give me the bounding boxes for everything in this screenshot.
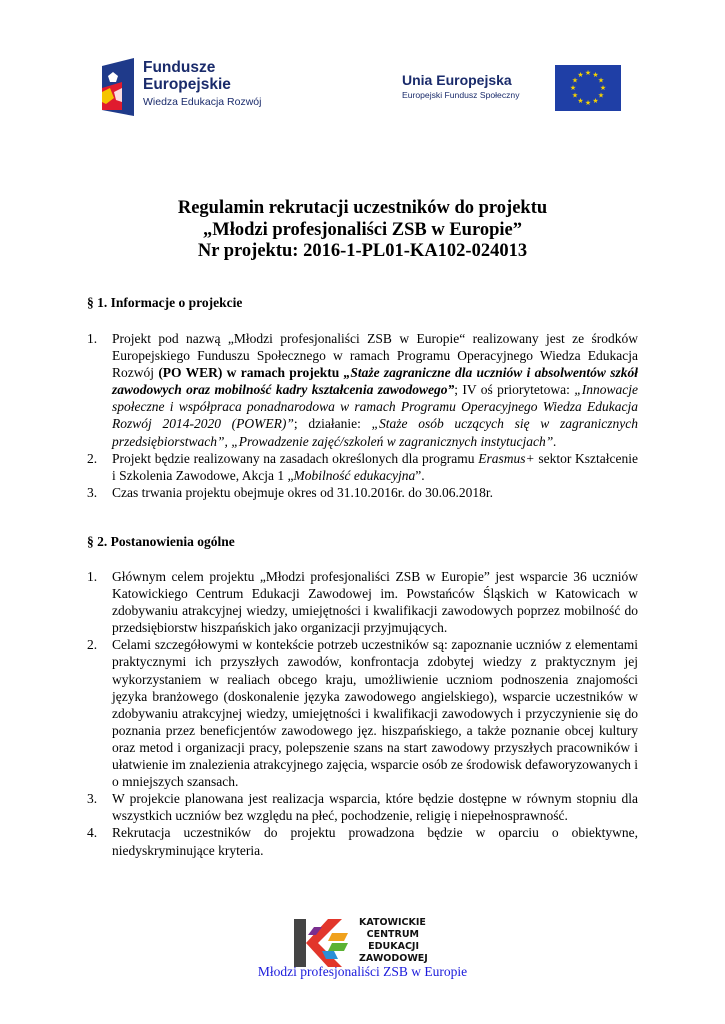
- title-line-2: „Młodzi profesjonaliści ZSB w Europie”: [203, 219, 522, 240]
- page-header: [0, 0, 725, 130]
- svg-text:★: ★: [597, 91, 605, 100]
- item-text: [112, 451, 638, 483]
- ue-logo-text: [402, 72, 520, 102]
- fe-title-line2: Europejskie: [143, 76, 231, 93]
- section-1-list: [87, 330, 638, 501]
- kcez-line: ZAWODOWEJ: [359, 953, 428, 964]
- item-text-italic: „Staże osób uczących się w zagranicznych przedsiębiorstwach”, „Prowadzenie zajęć/szkoleń w zagranicznych instytucjach”.: [112, 416, 638, 449]
- item-text-part: Projekt będzie realizowany na zasadach określonych dla programu: [112, 450, 479, 466]
- fe-logo-text: [143, 59, 261, 109]
- kcez-line: CENTRUM: [366, 929, 419, 940]
- unia-europejska-logo: [402, 65, 627, 113]
- title-line-3: Nr projektu: 2016-1-PL01-KA102-024013: [197, 241, 528, 261]
- item-number: 3.: [87, 484, 98, 500]
- item-number: 1.: [87, 569, 98, 584]
- kcez-line: EDUKACJI: [368, 941, 419, 952]
- kcez-logo: [292, 915, 442, 971]
- section-2-heading: § 2. Postanowienia ogólne: [87, 534, 235, 549]
- item-text: Głównym celem projektu „Młodzi profesjonaliści ZSB w Europie” jest wsparcie 36 uczniów Katowickiego Centrum Edukacji Zawodowej im. Powstańców Śląskich w Katowicach w zdobywaniu atrakcyjnej wiedzy, umiejętności i kwalifikacji zawodowych poprzez mobilność do przedsiębiorstw hiszpańskich jako organizacji przyjmujących.: [112, 569, 638, 636]
- svg-text:★: ★: [577, 71, 584, 79]
- svg-text:★: ★: [597, 76, 605, 85]
- item-number: 2.: [87, 450, 98, 466]
- item-text-part: ; IV oś priorytetowa:: [454, 382, 575, 398]
- item-text-part: ; działanie:: [293, 416, 372, 432]
- item-text-italic: Erasmus+: [478, 450, 535, 466]
- eu-flag-icon: [555, 65, 621, 111]
- ue-title: Unia Europejska: [402, 72, 512, 88]
- item-text-bold-italic: „Staże zagraniczne dla uczniów i absolwentów szkół zawodowych oraz mobilność kadry kształcenia zawodowego”: [112, 365, 638, 398]
- svg-text:★: ★: [592, 97, 599, 105]
- svg-text:★: ★: [592, 71, 599, 79]
- list-item: [87, 568, 638, 636]
- list-item: [87, 824, 638, 858]
- item-text-part: sektor Kształcenie i Szkolenia Zawodowe, Akcja 1 „: [112, 450, 638, 483]
- kcez-logo-text: [359, 917, 428, 965]
- svg-text:★: ★: [571, 76, 579, 85]
- item-number: 1.: [87, 331, 98, 346]
- svg-text:★: ★: [599, 84, 607, 92]
- item-text: Celami szczegółowymi w kontekście potrzeb uczestników są: zapoznanie uczniów z elementami praktycznymi ich przyszłych zawodów, konfrontacja zdobytej wiedzy z praktycznym jej wykorzystaniem w realiach obcego kraju, umożliwienie uczniom podnoszenia znajomości języka branżowego (doskonalenie języka zawodowego angielskiego), wsparcie uczestników w zdobywaniu atrakcyjnej wiedzy, umiejętności i kwalifikacji zawodowych i przyczynienie się do poznania przez beneficjentów zawodowego jęz. hiszpańskiego, a także poznanie obcej kultury oraz metod i organizacji pracy, polepszenie szans na start zawodowy przyszłych pracowników i ułatwienie im znalezienia atrakcyjnego zajęcia, wsparcie osób ze środowisk defaworyzowanych i o mniejszych szansach.: [112, 637, 638, 790]
- kcez-mark-icon: [292, 915, 352, 971]
- svg-text:★: ★: [584, 99, 592, 107]
- item-text: Czas trwania projektu obejmuje okres od 31.10.2016r. do 30.06.2018r.: [112, 484, 493, 500]
- item-number: 4.: [87, 825, 98, 841]
- section-1-heading: § 1. Informacje o projekcie: [87, 295, 243, 310]
- svg-text:★: ★: [577, 97, 584, 105]
- list-item: [87, 484, 638, 501]
- svg-text:★: ★: [569, 84, 577, 92]
- item-text-italic: „Innowacje społeczne i współpraca ponadnarodowa w ramach Programu Operacyjnego Wiedza Edukacja Rozwój 2014-2020 (POWER)”: [112, 382, 639, 432]
- section-2-list: [87, 568, 638, 859]
- list-item: [87, 330, 638, 450]
- item-number: 3.: [87, 791, 98, 807]
- item-text: Rekrutacja uczestników do projektu prowadzona będzie w oparciu o obiektywne, niedyskryminujące kryteria.: [112, 825, 638, 858]
- list-item: [87, 790, 638, 824]
- svg-text:★: ★: [571, 91, 579, 100]
- kcez-line: KATOWICKIE: [359, 917, 426, 928]
- title-line-1: Regulamin rekrutacji uczestników do projektu: [177, 198, 548, 218]
- fe-star-icon: [100, 58, 140, 120]
- item-text-part: Projekt pod nazwą „Młodzi profesjonaliści ZSB w Europie“ realizowany jest ze środków Europejskiego Funduszu Społecznego w ramach Programu Operacyjnego Wiedza Edukacja Rozwój: [112, 331, 638, 381]
- item-text-part: ”.: [415, 467, 425, 483]
- item-text: [112, 331, 638, 449]
- fe-subtitle: Wiedza Edukacja Rozwój: [143, 96, 262, 108]
- document-title: [60, 198, 665, 263]
- item-text-italic: Mobilność edukacyjna: [293, 467, 416, 483]
- page-footer: [0, 912, 725, 1024]
- fe-title-line1: Fundusze: [143, 59, 216, 76]
- ue-subtitle: Europejski Fundusz Społeczny: [402, 90, 520, 100]
- footer-caption: Młodzi profesjonaliści ZSB w Europie: [257, 964, 468, 979]
- svg-text:★: ★: [584, 69, 592, 77]
- list-item: [87, 636, 638, 790]
- item-text: W projekcie planowana jest realizacja wsparcia, które będzie dostępne w równym stopniu dla wszystkich uczniów bez względu na płeć, pochodzenie, religię i niepełnosprawność.: [112, 791, 638, 824]
- item-number: 2.: [87, 637, 98, 653]
- list-item: [87, 450, 638, 484]
- fundusze-europejskie-logo: [100, 58, 270, 120]
- item-text-bold: (PO WER) w ramach projektu: [158, 365, 344, 381]
